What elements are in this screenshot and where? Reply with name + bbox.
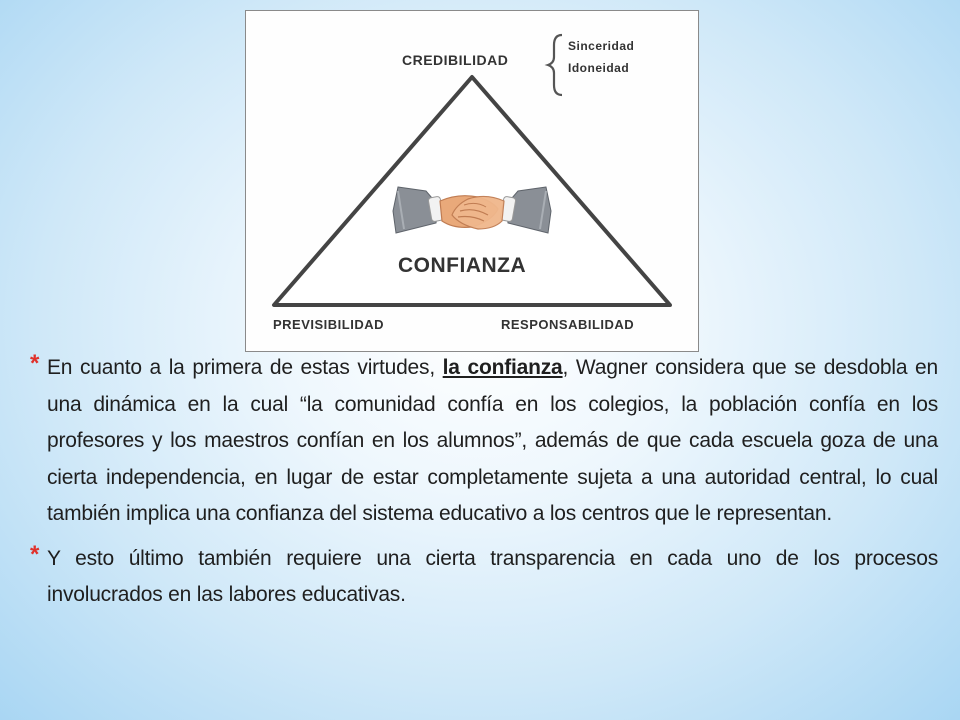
bullet-item-confianza (30, 350, 938, 533)
bullet-star-icon: * (30, 350, 40, 377)
confianza-label: CONFIANZA (398, 254, 527, 277)
previsibilidad-label: PREVISIBILIDAD (273, 317, 385, 332)
responsabilidad-label: RESPONSABILIDAD (501, 317, 635, 332)
confianza-diagram (245, 10, 699, 352)
idoneidad-label: Idoneidad (568, 61, 630, 75)
bracket-symbol (548, 35, 562, 95)
credibilidad-label: CREDIBILIDAD (402, 52, 509, 68)
bullet-item-transparencia (30, 541, 938, 614)
bullet-list (30, 350, 938, 614)
bullet-text-start: En cuanto a la primera de estas virtudes, (47, 356, 443, 379)
bullet-text-rest: , Wagner considera que se desdobla en una dinámica en la cual “la comunidad confía en los colegios, la población confía en los profesores y los maestros confían en los alumnos”, además de que cada escuela goza de una cierta independencia, en lugar de estar completamente sujeta a una autoridad central, lo cual también implica una confianza del sistema educativo a los centros que le representan. (47, 356, 939, 525)
bullet-text: Y esto último también requiere una cierta transparencia en cada uno de los procesos involucrados en las labores educativas. (47, 546, 938, 606)
keyword-la-confianza: la confianza (442, 356, 563, 379)
bullet-star-icon: * (30, 540, 40, 568)
sinceridad-label: Sinceridad (568, 39, 635, 53)
